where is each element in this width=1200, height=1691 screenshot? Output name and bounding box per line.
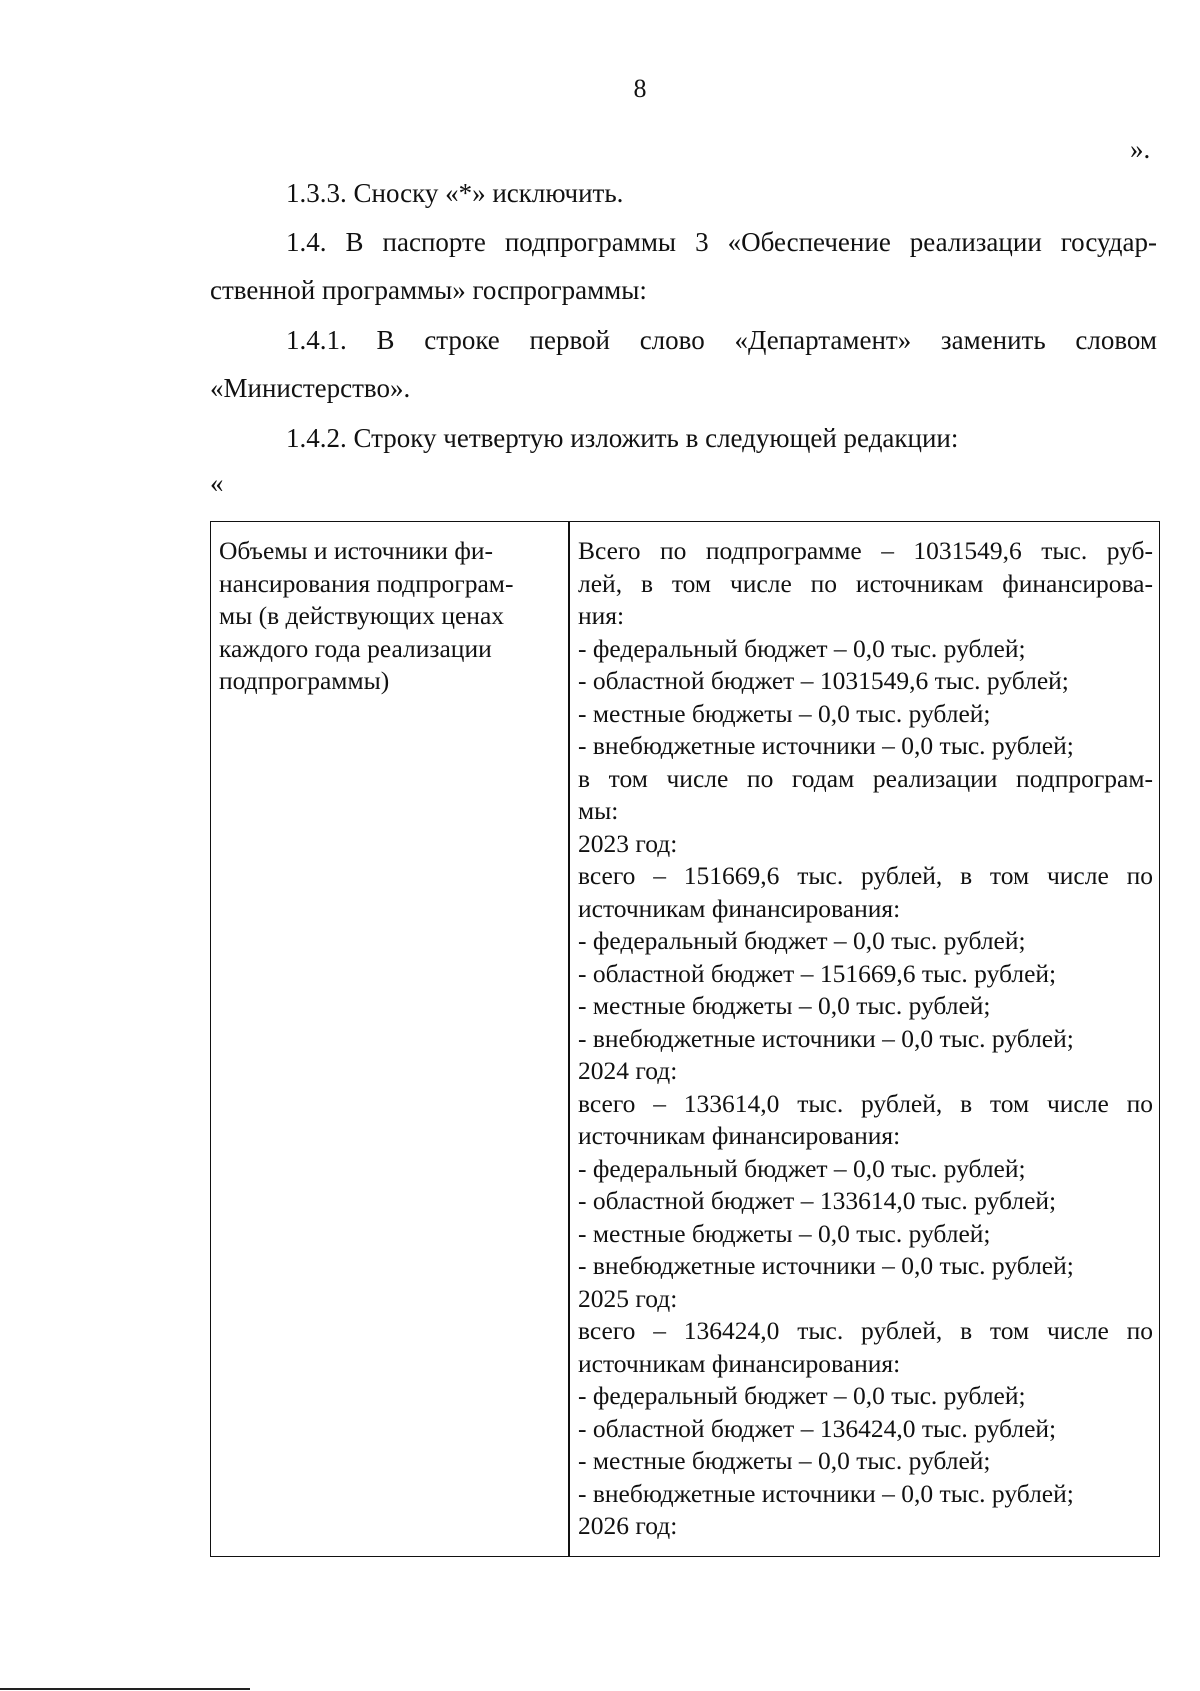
table-value-line: - областной бюджет – 1031549,6 тыс. рублей; [578,666,1069,695]
paragraph-line [210,218,1157,266]
paragraph-1-3-3 [210,169,1157,217]
table-label-line: каждого года реализации [219,633,492,663]
table-value-line: - местные бюджеты – 0,0 тыс. рублей; [578,1218,991,1248]
table-value-line: 2024 год: [578,1056,678,1085]
paragraph-text: 1.3.3. Сноску «*» исключить. [286,178,624,208]
table-value-line: - местные бюджеты – 0,0 тыс. рублей; [578,991,991,1020]
table-value-line: всего – 136424,0 тыс. рублей, в том числе по [578,1316,1153,1345]
table-value-line: источникам финансирования: [578,1121,901,1150]
table-column-divider [568,522,570,1556]
paragraph-1-4 [210,218,1157,314]
table-value-line: всего – 151669,6 тыс. рублей, в том числе по [578,861,1153,890]
table-value-line: - местные бюджеты – 0,0 тыс. рублей; [578,698,991,728]
table-label-line: мы (в действующих ценах [219,601,505,630]
table-value-line: - федеральный бюджет – 0,0 тыс. рублей; [578,1153,1026,1183]
table-value-line: - областной бюджет – 136424,0 тыс. рублей; [578,1413,1057,1443]
table-value-line: - внебюджетные источники – 0,0 тыс. рублей; [578,731,1074,760]
page-number: 8 [633,74,647,103]
table-value-line: - федеральный бюджет – 0,0 тыс. рублей; [578,1381,1026,1410]
table-label-line: Объемы и источники фи- [219,536,493,565]
table-value-line: - внебюджетные источники – 0,0 тыс. рублей; [578,1478,1074,1508]
closing-quote: ». [1130,134,1151,164]
table-label-line: нансирования подпрограм- [219,568,514,598]
table-value-line: Всего по подпрограмме – 1031549,6 тыс. руб- [578,536,1153,565]
paragraph-text: 1.4. В паспорте подпрограммы 3 «Обеспечение реализации государ- [286,227,1157,257]
paragraph-1-4-2 [210,414,1157,462]
table-value-line: 2023 год: [578,828,678,858]
opening-quote: « [210,468,224,498]
table-value-line: - федеральный бюджет – 0,0 тыс. рублей; [578,633,1026,663]
table-value-line: в том числе по годам реализации подпрограм- [578,763,1153,793]
table-value-line: лей, в том числе по источникам финансирова- [578,568,1153,598]
paragraph-text: 1.4.2. Строку четвертую изложить в следующей редакции: [286,423,959,453]
table-cell-label [219,535,559,698]
table-value-line: всего – 133614,0 тыс. рублей, в том числе по [578,1088,1153,1118]
table-value-line: - федеральный бюджет – 0,0 тыс. рублей; [578,926,1026,955]
table-value-line: - внебюджетные источники – 0,0 тыс. рублей; [578,1023,1074,1053]
table-value-line: - внебюджетные источники – 0,0 тыс. рублей; [578,1251,1074,1280]
table-cell-value [578,535,1153,1543]
table-value-line: источникам финансирования: [578,1348,901,1378]
table-value-line: мы: [578,796,619,825]
footnote-rule [0,1688,250,1690]
paragraph-line [210,316,1157,364]
table-value-line: ния: [578,601,625,630]
paragraph-1-4-1 [210,316,1157,412]
table-label-line: подпрограммы) [219,666,390,695]
paragraph-text: 1.4.1. В строке первой слово «Департамент» заменить словом [286,325,1157,355]
table-value-line: - местные бюджеты – 0,0 тыс. рублей; [578,1446,991,1475]
paragraph-line: ственной программы» госпрограммы: [210,275,647,305]
table-value-line: - областной бюджет – 151669,6 тыс. рублей; [578,958,1057,988]
passport-table [210,521,1160,1557]
table-value-line: 2026 год: [578,1511,678,1540]
table-value-line: - областной бюджет – 133614,0 тыс. рублей; [578,1186,1057,1215]
table-value-line: 2025 год: [578,1283,678,1313]
paragraph-line: «Министерство». [210,373,411,403]
table-value-line: источникам финансирования: [578,893,901,923]
